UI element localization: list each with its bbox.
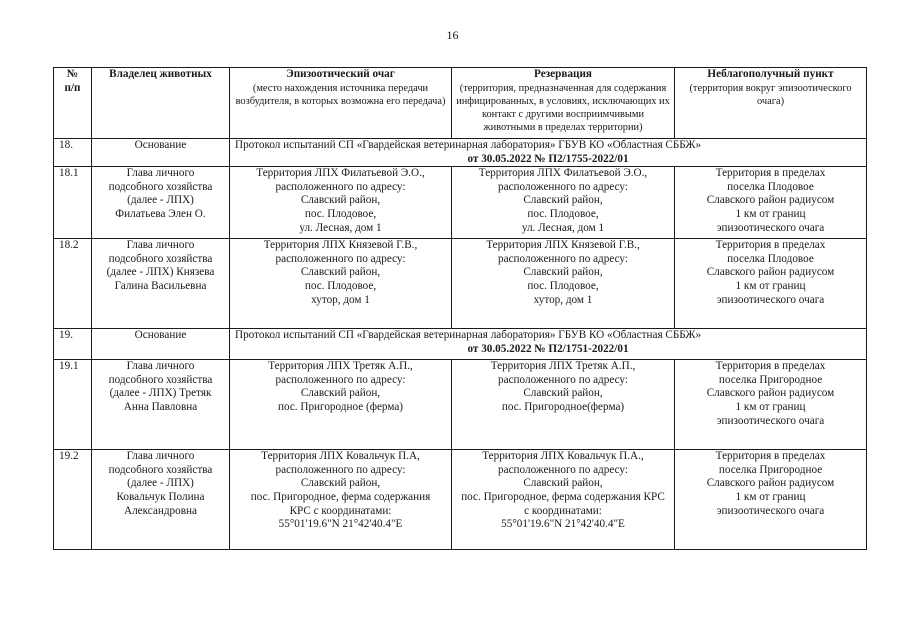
- unfavorable-line: 1 км от границ: [735, 279, 806, 292]
- owner-line: (далее - ЛПХ): [127, 477, 194, 490]
- owner-line: (далее - ЛПХ) Третяк: [109, 387, 212, 400]
- reservation-line: Славский район,: [523, 194, 603, 207]
- unfavorable-line: эпизоотического очага: [716, 293, 825, 306]
- focus-line: хутор, дом 1: [311, 293, 370, 306]
- section-number: 19.: [54, 329, 92, 360]
- focus-line: Славский район,: [300, 477, 381, 490]
- row-number: 18.1: [54, 167, 92, 239]
- focus-line: Славский район,: [300, 387, 381, 400]
- focus-line: расположенного по адресу:: [275, 463, 406, 476]
- owner-line: Анна Павловна: [123, 400, 198, 413]
- focus-cell: [230, 450, 452, 550]
- owner-line: Александровна: [124, 504, 197, 517]
- reservation-line: расположенного по адресу:: [498, 252, 628, 265]
- reservation-line: Славский район,: [523, 477, 603, 490]
- focus-line: пос. Плодовое,: [304, 279, 377, 292]
- reservation-line: расположенного по адресу:: [498, 180, 628, 193]
- unfavorable-cell: [675, 360, 867, 450]
- reservation-line: хутор, дом 1: [533, 293, 593, 306]
- focus-line: пос. Пригородное (ферма): [277, 400, 404, 413]
- unfavorable-line: Славского район радиусом: [706, 387, 835, 400]
- basis-row: [54, 329, 867, 360]
- basis-label: Основание: [92, 329, 230, 360]
- unfavorable-line: Территория в пределах: [715, 239, 826, 252]
- focus-line: расположенного по адресу:: [275, 180, 406, 193]
- unfavorable-cell: [675, 239, 867, 329]
- focus-cell: [230, 239, 452, 329]
- focus-line: Славский район,: [300, 266, 381, 279]
- owner-line: Глава личного: [126, 167, 195, 180]
- reservation-line: с координатами:: [524, 504, 602, 517]
- owner-line: (далее - ЛПХ): [127, 194, 194, 207]
- protocol-title: Протокол испытаний СП «Гвардейская ветеринарная лаборатория» ГБУВ КО «Областная СББЖ»: [235, 329, 702, 342]
- unfavorable-line: поселка Плодовое: [727, 180, 814, 193]
- reservation-line: Славский район,: [523, 387, 603, 400]
- header-reservation: [452, 68, 675, 139]
- owner-line: подсобного хозяйства: [108, 373, 213, 386]
- reservation-line: Славский район,: [523, 266, 603, 279]
- owner-cell: [92, 360, 230, 450]
- owner-line: подсобного хозяйства: [108, 463, 213, 476]
- unfavorable-line: 1 км от границ: [735, 207, 806, 220]
- reservation-line: расположенного по адресу:: [498, 463, 628, 476]
- owner-line: Глава личного: [126, 360, 195, 373]
- owner-line: Глава личного: [126, 239, 195, 252]
- reservation-line: Территория ЛПХ Третяк А.П.,: [490, 360, 636, 373]
- header-focus-sub: (место нахождения источника передачи возбудителя, в которых возможна его передача): [235, 82, 446, 107]
- header-num-line2: п/п: [64, 81, 81, 94]
- reservation-line: Территория ЛПХ Ковальчук П.А.,: [482, 450, 644, 463]
- owner-cell: [92, 167, 230, 239]
- focus-line: Территория ЛПХ Князевой Г.В.,: [263, 239, 418, 252]
- reservation-line: Территория ЛПХ Князевой Г.В.,: [486, 239, 640, 252]
- focus-line: расположенного по адресу:: [275, 373, 406, 386]
- reservation-cell: [452, 450, 675, 550]
- header-num-line1: №: [66, 68, 79, 80]
- focus-line: КРС с координатами:: [289, 504, 392, 517]
- unfavorable-line: 1 км от границ: [735, 490, 806, 503]
- table-row: [54, 360, 867, 450]
- owner-line: подсобного хозяйства: [108, 180, 213, 193]
- table-row: [54, 450, 867, 550]
- reservation-line: пос. Пригородное, ферма содержания КРС: [461, 490, 665, 503]
- focus-line: пос. Плодовое,: [304, 207, 377, 220]
- unfavorable-line: Славского район радиусом: [706, 194, 835, 207]
- header-focus: [230, 68, 452, 139]
- reservation-line: пос. Пригородное(ферма): [501, 400, 625, 413]
- unfavorable-cell: [675, 167, 867, 239]
- focus-line: расположенного по адресу:: [275, 252, 406, 265]
- reservation-cell: [452, 239, 675, 329]
- page-number: 16: [446, 28, 459, 42]
- unfavorable-line: 1 км от границ: [735, 400, 806, 413]
- owner-line: Ковальчук Полина: [116, 490, 205, 503]
- protocol-cell: [230, 139, 867, 167]
- focus-line: ул. Лесная, дом 1: [299, 221, 382, 234]
- reservation-line: ул. Лесная, дом 1: [521, 221, 605, 234]
- focus-cell: [230, 360, 452, 450]
- row-number: 18.2: [54, 239, 92, 329]
- unfavorable-line: поселка Плодовое: [727, 252, 814, 265]
- unfavorable-line: эпизоотического очага: [716, 221, 825, 234]
- unfavorable-cell: [675, 450, 867, 550]
- owner-line: Галина Васильевна: [114, 279, 207, 292]
- header-reservation-title: Резервация: [534, 68, 592, 80]
- protocol-date: от 30.05.2022 № П2/1755-2022/01: [467, 152, 629, 165]
- section-number: 18.: [54, 139, 92, 167]
- quarantine-table: [53, 67, 867, 550]
- table-row: [54, 239, 867, 329]
- reservation-line: пос. Плодовое,: [527, 207, 599, 220]
- header-reservation-sub: (территория, предназначенная для содержания инфицированных, в условиях, исключающих их контакт с другими восприимчивыми животными в пределах территории): [456, 82, 670, 133]
- protocol-date: от 30.05.2022 № П2/1751-2022/01: [467, 342, 629, 355]
- header-num: [54, 68, 92, 139]
- unfavorable-line: Славского район радиусом: [706, 266, 835, 279]
- focus-cell: [230, 167, 452, 239]
- header-owner-label: Владелец животных: [109, 68, 212, 80]
- header-unfavorable-sub: (территория вокруг эпизоотического очага): [689, 82, 852, 107]
- reservation-line: пос. Плодовое,: [527, 279, 599, 292]
- unfavorable-line: эпизоотического очага: [716, 504, 825, 517]
- unfavorable-line: Территория в пределах: [715, 450, 826, 463]
- unfavorable-line: поселка Пригородное: [718, 463, 823, 476]
- unfavorable-line: Территория в пределах: [715, 360, 826, 373]
- focus-line: 55°01'19.6"N 21°42'40.4"E: [278, 518, 403, 531]
- focus-line: Территория ЛПХ Третяк А.П.,: [268, 360, 413, 373]
- owner-cell: [92, 450, 230, 550]
- unfavorable-line: поселка Пригородное: [718, 373, 823, 386]
- header-unfavorable: [675, 68, 867, 139]
- focus-line: Территория ЛПХ Филатьевой Э.О.,: [256, 167, 425, 180]
- reservation-line: 55°01'19.6"N 21°42'40.4"E: [501, 518, 625, 531]
- header-focus-title: Эпизоотический очаг: [286, 68, 395, 80]
- owner-line: (далее - ЛПХ) Князева: [106, 266, 215, 279]
- protocol-title: Протокол испытаний СП «Гвардейская ветеринарная лаборатория» ГБУВ КО «Областная СББЖ»: [235, 139, 702, 151]
- reservation-line: Территория ЛПХ Филатьевой Э.О.,: [478, 167, 648, 180]
- unfavorable-line: Территория в пределах: [715, 167, 826, 180]
- reservation-line: расположенного по адресу:: [498, 373, 628, 386]
- owner-line: Филатьева Элен О.: [115, 207, 206, 220]
- owner-cell: [92, 239, 230, 329]
- focus-line: пос. Пригородное, ферма содержания: [250, 490, 431, 503]
- reservation-cell: [452, 360, 675, 450]
- unfavorable-line: эпизоотического очага: [716, 414, 825, 427]
- protocol-cell: [230, 329, 867, 360]
- unfavorable-line: Славского район радиусом: [706, 477, 835, 490]
- basis-row: [54, 139, 867, 167]
- owner-line: подсобного хозяйства: [108, 252, 213, 265]
- reservation-cell: [452, 167, 675, 239]
- header-owner: [92, 68, 230, 139]
- table-header-row: [54, 68, 867, 139]
- table-row: [54, 167, 867, 239]
- owner-line: Глава личного: [126, 450, 195, 463]
- row-number: 19.2: [54, 450, 92, 550]
- row-number: 19.1: [54, 360, 92, 450]
- focus-line: Территория ЛПХ Ковальчук П.А,: [261, 450, 420, 463]
- basis-label: Основание: [92, 139, 230, 167]
- header-unfavorable-title: Неблагополучный пункт: [707, 68, 834, 80]
- focus-line: Славский район,: [300, 194, 381, 207]
